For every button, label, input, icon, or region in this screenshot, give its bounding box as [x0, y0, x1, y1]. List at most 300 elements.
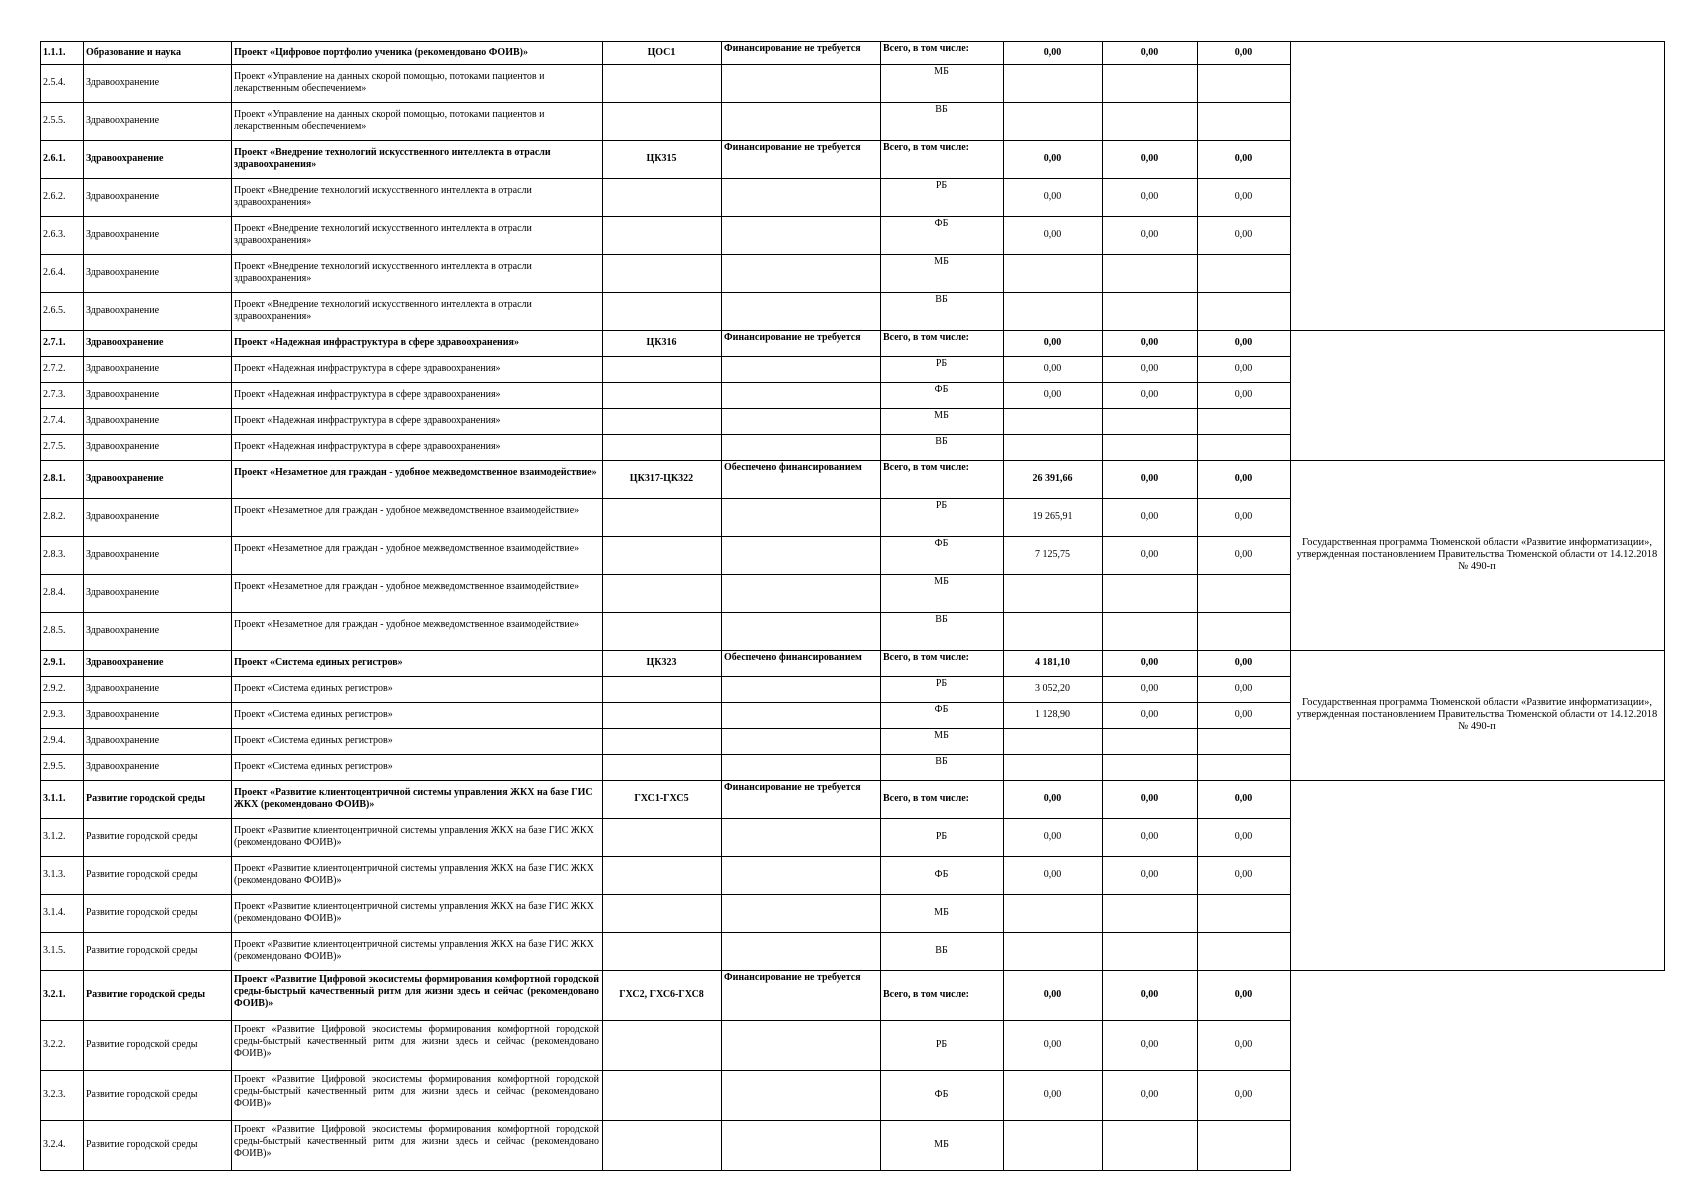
row-rule: [40, 434, 1291, 435]
row-rule: [40, 932, 1291, 933]
value-year-2: 0,00: [1140, 153, 1159, 164]
sector-name: Здравоохранение: [86, 415, 160, 426]
value-year-1: 0,00: [1043, 989, 1062, 1000]
project-code: [605, 229, 718, 243]
value-year-3: [1200, 115, 1287, 129]
program-reference-note: Государственная программа Тюменской области «Развитие информатизации», утвержденная постановлением Правительства Тюменской области от 14.12.2018 № 490-п: [1296, 537, 1658, 572]
row-number: 2.8.2.: [43, 511, 66, 522]
column-rule: [1003, 41, 1004, 1170]
value-year-3: [1200, 415, 1287, 429]
funding-source: РБ: [935, 1039, 948, 1050]
row-rule: [40, 1070, 1291, 1071]
value-year-3: 0,00: [1234, 683, 1253, 694]
row-number: 2.7.1.: [43, 337, 66, 348]
sector-name: Развитие городской среды: [86, 989, 206, 1000]
financing-status: Обеспечено финансированием: [724, 652, 862, 663]
funding-source: МБ: [934, 410, 949, 421]
project-title: Проект «Система единых регистров»: [234, 735, 393, 746]
value-year-2: [1105, 267, 1194, 281]
value-year-2: 0,00: [1140, 709, 1159, 720]
row-number: 3.1.2.: [43, 831, 66, 842]
sector-name: Здравоохранение: [86, 587, 160, 598]
financing-status: Финансирование не требуется: [724, 43, 861, 54]
project-title: Проект «Незаметное для граждан - удобное межведомственное взаимодействие»: [234, 467, 597, 478]
value-year-3: [1200, 907, 1287, 921]
project-title: Проект «Система единых регистров»: [234, 657, 403, 668]
financing-status: [724, 294, 877, 318]
value-year-1: 4 181,10: [1035, 657, 1070, 668]
value-year-3: 0,00: [1234, 549, 1253, 560]
value-year-2: [1105, 587, 1194, 601]
value-year-1: [1006, 115, 1099, 129]
row-number: 2.9.1.: [43, 657, 66, 668]
value-year-1: 0,00: [1043, 153, 1062, 164]
row-rule: [40, 460, 1291, 461]
column-rule: [1290, 41, 1291, 1170]
value-year-1: 0,00: [1043, 869, 1062, 880]
value-year-2: 0,00: [1140, 869, 1159, 880]
funding-source: ФБ: [934, 869, 949, 880]
value-year-2: [1105, 735, 1194, 749]
value-year-1: [1006, 415, 1099, 429]
financing-status: [724, 1122, 877, 1146]
value-year-3: [1200, 77, 1287, 91]
project-code: [605, 511, 718, 525]
column-rule: [602, 41, 603, 1170]
row-rule: [40, 216, 1291, 217]
sector-name: Здравоохранение: [86, 549, 160, 560]
row-rule: [40, 702, 1291, 703]
financing-status: [724, 820, 877, 844]
value-year-3: 0,00: [1234, 473, 1253, 484]
project-code: [605, 831, 718, 845]
financing-status: [724, 858, 877, 882]
project-title: Проект «Незаметное для граждан - удобное межведомственное взаимодействие»: [234, 619, 580, 630]
row-rule: [40, 140, 1291, 141]
value-year-1: [1006, 735, 1099, 749]
project-title: Проект «Надежная инфраструктура в сфере здравоохранения»: [234, 441, 501, 452]
sector-name: Здравоохранение: [86, 115, 160, 126]
financing-status: [724, 104, 877, 128]
project-title: Проект «Надежная инфраструктура в сфере здравоохранения»: [234, 415, 501, 426]
value-year-1: [1006, 1139, 1099, 1153]
value-year-2: 0,00: [1140, 683, 1159, 694]
row-number: 3.1.1.: [43, 793, 66, 804]
funding-source: ВБ: [935, 436, 948, 447]
project-title: Проект «Развитие клиентоцентричной системы управления ЖКХ на базе ГИС ЖКХ (рекомендовано ФОИВ)»: [234, 939, 594, 962]
funding-source: Всего, в том числе:: [883, 652, 969, 663]
value-year-3: 0,00: [1234, 1089, 1253, 1100]
sector-name: Здравоохранение: [86, 657, 164, 668]
value-year-3: 0,00: [1234, 47, 1253, 58]
project-code: [605, 869, 718, 883]
project-code: [605, 945, 718, 959]
row-rule: [40, 498, 1291, 499]
sector-name: Здравоохранение: [86, 389, 160, 400]
project-title: Проект «Внедрение технологий искусственного интеллекта в отрасли здравоохранения»: [234, 147, 551, 170]
value-year-2: [1105, 907, 1194, 921]
value-year-1: [1006, 441, 1099, 455]
row-number: 3.1.4.: [43, 907, 66, 918]
value-year-1: 1 128,90: [1035, 709, 1070, 720]
project-code: [605, 441, 718, 455]
project-code: ГХС2, ГХС6-ГХС8: [619, 989, 704, 1000]
sector-name: Здравоохранение: [86, 473, 164, 484]
value-year-2: 0,00: [1140, 363, 1159, 374]
project-title: Проект «Внедрение технологий искусственного интеллекта в отрасли здравоохранения»: [234, 299, 532, 322]
project-code: [605, 267, 718, 281]
financing-status: [724, 934, 877, 958]
project-title: Проект «Незаметное для граждан - удобное межведомственное взаимодействие»: [234, 505, 580, 516]
project-code: [605, 389, 718, 403]
row-number: 2.7.2.: [43, 363, 66, 374]
sector-name: Здравоохранение: [86, 625, 160, 636]
financing-status: Финансирование не требуется: [724, 142, 861, 153]
value-year-2: 0,00: [1140, 191, 1159, 202]
project-title: Проект «Развитие Цифровой экосистемы формирования комфортной городской среды-быстрый качественный ритм для жизни здесь и сейчас (рекомендовано ФОИВ)»: [234, 974, 599, 1009]
column-rule: [40, 41, 41, 1170]
row-number: 2.6.1.: [43, 153, 66, 164]
value-year-1: 19 265,91: [1032, 511, 1073, 522]
financing-status: [724, 218, 877, 242]
value-year-1: 7 125,75: [1035, 549, 1070, 560]
financing-status: [724, 410, 877, 434]
group-rule: [1290, 650, 1665, 651]
value-year-1: [1006, 945, 1099, 959]
value-year-3: 0,00: [1234, 793, 1253, 804]
value-year-2: [1105, 1139, 1194, 1153]
row-rule: [40, 64, 1291, 65]
project-title: Проект «Управление на данных скорой помощью, потоками пациентов и лекарственным обеспечением»: [234, 109, 545, 132]
project-code: ЦОС1: [647, 47, 676, 58]
value-year-2: 0,00: [1140, 549, 1159, 560]
value-year-1: 0,00: [1043, 47, 1062, 58]
funding-source: ВБ: [935, 104, 948, 115]
funding-source: ФБ: [934, 218, 949, 229]
value-year-2: 0,00: [1140, 511, 1159, 522]
project-code: [605, 415, 718, 429]
financing-status: [724, 704, 877, 728]
financing-status: [724, 678, 877, 702]
value-year-3: 0,00: [1234, 363, 1253, 374]
sector-name: Здравоохранение: [86, 709, 160, 720]
project-code: ЦК316: [646, 337, 677, 348]
sector-name: Здравоохранение: [86, 735, 160, 746]
project-code: [605, 625, 718, 639]
project-code: [605, 587, 718, 601]
value-year-3: 0,00: [1234, 989, 1253, 1000]
sector-name: Здравоохранение: [86, 153, 164, 164]
project-code: ЦК317-ЦК322: [629, 473, 694, 484]
value-year-3: 0,00: [1234, 153, 1253, 164]
funding-source: ФБ: [934, 538, 949, 549]
value-year-1: [1006, 587, 1099, 601]
row-number: 2.7.5.: [43, 441, 66, 452]
financing-status: [724, 614, 877, 638]
column-rule: [1197, 41, 1198, 1170]
financing-status: [724, 358, 877, 382]
financing-status: Финансирование не требуется: [724, 972, 861, 983]
financing-status: [724, 500, 877, 524]
row-rule: [40, 728, 1291, 729]
row-rule: [40, 1170, 1291, 1171]
funding-source: МБ: [934, 256, 949, 267]
row-rule: [40, 356, 1291, 357]
value-year-3: 0,00: [1234, 511, 1253, 522]
project-title: Проект «Развитие Цифровой экосистемы формирования комфортной городской среды-быстрый качественный ритм для жизни здесь и сейчас (рекомендовано ФОИВ)»: [234, 1074, 599, 1109]
value-year-3: [1200, 625, 1287, 639]
funding-source: МБ: [934, 730, 949, 741]
row-rule: [40, 408, 1291, 409]
financing-status: [724, 256, 877, 280]
value-year-1: 0,00: [1043, 191, 1062, 202]
sector-name: Развитие городской среды: [86, 945, 198, 956]
sector-name: Здравоохранение: [86, 305, 160, 316]
project-title: Проект «Внедрение технологий искусственного интеллекта в отрасли здравоохранения»: [234, 223, 532, 246]
value-year-2: 0,00: [1140, 337, 1159, 348]
project-code: [605, 683, 718, 697]
project-title: Проект «Система единых регистров»: [234, 709, 393, 720]
value-year-2: [1105, 305, 1194, 319]
row-number: 3.1.5.: [43, 945, 66, 956]
project-code: [605, 709, 718, 723]
funding-source: ФБ: [934, 1089, 949, 1100]
funding-source: ВБ: [935, 756, 948, 767]
project-title: Проект «Развитие клиентоцентричной системы управления ЖКХ на базе ГИС ЖКХ (рекомендовано ФОИВ)»: [234, 825, 594, 848]
sector-name: Здравоохранение: [86, 761, 160, 772]
value-year-3: [1200, 587, 1287, 601]
row-rule: [40, 102, 1291, 103]
value-year-1: 0,00: [1043, 229, 1062, 240]
row-rule: [40, 254, 1291, 255]
sector-name: Здравоохранение: [86, 229, 160, 240]
funding-source: РБ: [935, 500, 948, 511]
project-code: ЦК323: [646, 657, 677, 668]
row-number: 2.5.4.: [43, 77, 66, 88]
sector-name: Здравоохранение: [86, 267, 160, 278]
group-rule: [1290, 41, 1665, 42]
value-year-2: 0,00: [1140, 229, 1159, 240]
project-code: [605, 191, 718, 205]
project-code: [605, 363, 718, 377]
row-number: 2.6.2.: [43, 191, 66, 202]
project-code: ЦК315: [646, 153, 677, 164]
row-rule: [40, 676, 1291, 677]
value-year-2: 0,00: [1140, 473, 1159, 484]
funding-source: РБ: [935, 678, 948, 689]
value-year-1: 0,00: [1043, 831, 1062, 842]
funding-source: Всего, в том числе:: [883, 142, 969, 153]
project-code: [605, 77, 718, 91]
value-year-3: 0,00: [1234, 1039, 1253, 1050]
value-year-2: 0,00: [1140, 831, 1159, 842]
financing-status: [724, 66, 877, 90]
value-year-2: [1105, 945, 1194, 959]
financing-status: [724, 180, 877, 204]
row-number: 3.2.1.: [43, 989, 66, 1000]
row-number: 2.8.1.: [43, 473, 66, 484]
project-title: Проект «Надежная инфраструктура в сфере здравоохранения»: [234, 337, 519, 348]
financing-status: [724, 576, 877, 600]
row-rule: [40, 1020, 1291, 1021]
project-title: Проект «Незаметное для граждан - удобное межведомственное взаимодействие»: [234, 543, 580, 554]
row-number: 3.1.3.: [43, 869, 66, 880]
value-year-2: 0,00: [1140, 1089, 1159, 1100]
row-number: 3.2.3.: [43, 1089, 66, 1100]
financing-status: [724, 896, 877, 920]
row-rule: [40, 574, 1291, 575]
sector-name: Здравоохранение: [86, 441, 160, 452]
project-title: Проект «Цифровое портфолио ученика (рекомендовано ФОИВ)»: [234, 47, 528, 58]
project-title: Проект «Внедрение технологий искусственного интеллекта в отрасли здравоохранения»: [234, 185, 532, 208]
financing-status: [724, 756, 877, 780]
project-title: Проект «Незаметное для граждан - удобное межведомственное взаимодействие»: [234, 581, 580, 592]
value-year-1: 0,00: [1043, 1089, 1062, 1100]
row-rule: [40, 856, 1291, 857]
sector-name: Здравоохранение: [86, 683, 160, 694]
project-title: Проект «Надежная инфраструктура в сфере здравоохранения»: [234, 363, 501, 374]
project-code: [605, 549, 718, 563]
row-rule: [40, 292, 1291, 293]
funding-source: МБ: [934, 66, 949, 77]
value-year-2: [1105, 625, 1194, 639]
row-number: 2.9.5.: [43, 761, 66, 772]
value-year-2: 0,00: [1140, 657, 1159, 668]
sector-name: Здравоохранение: [86, 511, 160, 522]
program-reference-note: Государственная программа Тюменской области «Развитие информатизации», утвержденная постановлением Правительства Тюменской области от 14.12.2018 № 490-п: [1296, 697, 1658, 732]
value-year-3: 0,00: [1234, 657, 1253, 668]
project-title: Проект «Система единых регистров»: [234, 683, 393, 694]
value-year-1: [1006, 625, 1099, 639]
value-year-1: 0,00: [1043, 793, 1062, 804]
row-rule: [40, 612, 1291, 613]
row-number: 2.9.2.: [43, 683, 66, 694]
row-rule: [40, 970, 1291, 971]
column-rule: [721, 41, 722, 1170]
funding-source: Всего, в том числе:: [883, 462, 969, 473]
financing-status: [724, 1022, 877, 1046]
value-year-1: 0,00: [1043, 337, 1062, 348]
row-number: 2.9.3.: [43, 709, 66, 720]
row-number: 2.6.4.: [43, 267, 66, 278]
value-year-2: 0,00: [1140, 47, 1159, 58]
value-year-3: 0,00: [1234, 337, 1253, 348]
value-year-1: 3 052,20: [1035, 683, 1070, 694]
financing-status: [724, 1072, 877, 1096]
sector-name: Развитие городской среды: [86, 869, 198, 880]
value-year-3: [1200, 305, 1287, 319]
project-code: [605, 115, 718, 129]
row-number: 2.8.4.: [43, 587, 66, 598]
row-rule: [40, 1120, 1291, 1121]
value-year-1: [1006, 761, 1099, 775]
group-rule: [1290, 780, 1665, 781]
project-title: Проект «Развитие клиентоцентричной системы управления ЖКХ на базе ГИС ЖКХ (рекомендовано ФОИВ)»: [234, 863, 594, 886]
funding-source: ВБ: [935, 945, 948, 956]
value-year-3: 0,00: [1234, 831, 1253, 842]
financing-status: [724, 384, 877, 408]
column-rule: [880, 41, 881, 1170]
value-year-1: [1006, 907, 1099, 921]
value-year-1: 0,00: [1043, 363, 1062, 374]
value-year-1: 26 391,66: [1032, 473, 1073, 484]
value-year-1: 0,00: [1043, 389, 1062, 400]
sector-name: Развитие городской среды: [86, 1089, 198, 1100]
group-rule: [1290, 330, 1665, 331]
project-code: [605, 907, 718, 921]
project-title: Проект «Развитие клиентоцентричной системы управления ЖКХ на базе ГИС ЖКХ (рекомендовано ФОИВ)»: [234, 901, 594, 924]
financing-status: Финансирование не требуется: [724, 332, 861, 343]
value-year-1: 0,00: [1043, 1039, 1062, 1050]
value-year-3: [1200, 945, 1287, 959]
value-year-2: 0,00: [1140, 1039, 1159, 1050]
sector-name: Развитие городской среды: [86, 907, 198, 918]
row-rule: [40, 536, 1291, 537]
row-rule: [40, 754, 1291, 755]
value-year-3: [1200, 1139, 1287, 1153]
value-year-3: 0,00: [1234, 229, 1253, 240]
row-rule: [40, 650, 1291, 651]
value-year-3: [1200, 761, 1287, 775]
column-rule: [1102, 41, 1103, 1170]
project-code: [605, 761, 718, 775]
value-year-2: [1105, 761, 1194, 775]
group-rule: [1290, 970, 1665, 971]
project-code: [605, 735, 718, 749]
column-rule: [231, 41, 232, 1170]
funding-source: МБ: [934, 907, 949, 918]
sector-name: Развитие городской среды: [86, 1039, 198, 1050]
sector-name: Здравоохранение: [86, 337, 164, 348]
project-title: Проект «Развитие Цифровой экосистемы формирования комфортной городской среды-быстрый качественный ритм для жизни здесь и сейчас (рекомендовано ФОИВ)»: [234, 1024, 599, 1059]
row-number: 2.8.5.: [43, 625, 66, 636]
row-rule: [40, 780, 1291, 781]
row-number: 3.2.4.: [43, 1139, 66, 1150]
column-rule: [1664, 41, 1665, 970]
row-number: 2.5.5.: [43, 115, 66, 126]
project-code: ГХС1-ГХС5: [634, 793, 689, 804]
funding-source: Всего, в том числе:: [883, 989, 969, 1000]
funding-source: МБ: [934, 1139, 949, 1150]
funding-source: ФБ: [934, 704, 949, 715]
project-title: Проект «Надежная инфраструктура в сфере здравоохранения»: [234, 389, 501, 400]
value-year-2: [1105, 115, 1194, 129]
value-year-3: [1200, 441, 1287, 455]
row-number: 2.7.4.: [43, 415, 66, 426]
sector-name: Образование и наука: [86, 47, 182, 58]
row-rule: [40, 382, 1291, 383]
value-year-2: 0,00: [1140, 989, 1159, 1000]
value-year-1: [1006, 77, 1099, 91]
value-year-3: 0,00: [1234, 869, 1253, 880]
funding-source: МБ: [934, 576, 949, 587]
funding-source: Всего, в том числе:: [883, 332, 969, 343]
financing-status: [724, 538, 877, 562]
group-rule: [1290, 460, 1665, 461]
project-title: Проект «Управление на данных скорой помощью, потоками пациентов и лекарственным обеспечением»: [234, 71, 545, 94]
funding-source: ВБ: [935, 614, 948, 625]
value-year-1: [1006, 305, 1099, 319]
financing-status: Финансирование не требуется: [724, 782, 861, 793]
column-rule: [83, 41, 84, 1170]
row-rule: [40, 818, 1291, 819]
financing-status: Обеспечено финансированием: [724, 462, 862, 473]
value-year-2: [1105, 415, 1194, 429]
value-year-3: 0,00: [1234, 191, 1253, 202]
funding-source: ВБ: [935, 294, 948, 305]
funding-source: Всего, в том числе:: [883, 793, 969, 804]
sector-name: Здравоохранение: [86, 363, 160, 374]
